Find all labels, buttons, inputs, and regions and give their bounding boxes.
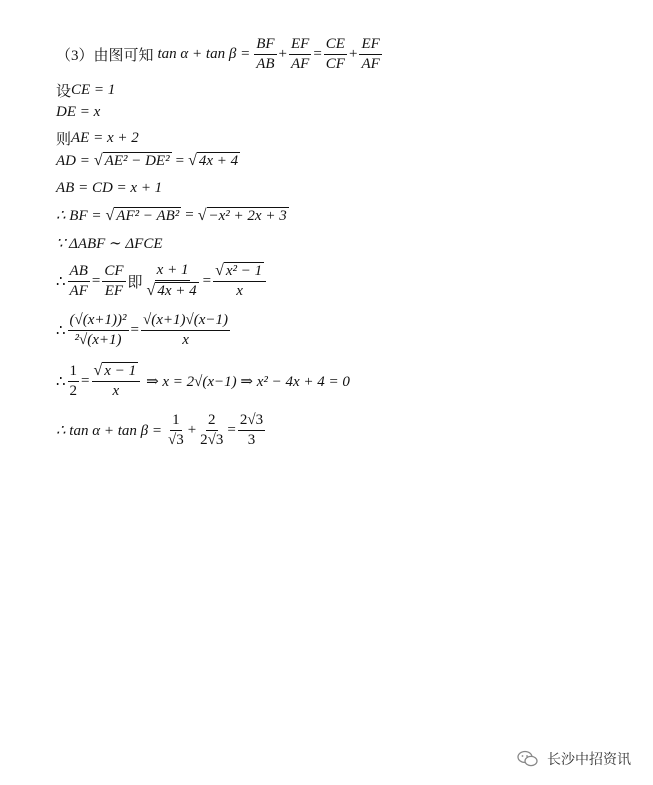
part-label: （3）由图可知 (56, 48, 154, 64)
fraction-sqrt-x2-1: √ x² − 1 x (213, 262, 266, 300)
solution-line-12 (56, 412, 267, 449)
fraction-one-half: $\frac{1}{2}$ (69, 362, 78, 399)
fraction-2-over-2sqrt3: $\frac{2}{2√3}$ (200, 412, 224, 448)
fraction-product-over-x: $\frac{√(x+1)√(x-1)}{x}$ (143, 312, 229, 348)
fraction-bf-ab: $\frac{BF}{AB}$ (256, 36, 275, 72)
ae-expr: AE = x + 2 (71, 130, 139, 146)
fraction-x1-sqrt: x + 1 √ 4x + 4 (146, 262, 197, 299)
solution-line-1: （3）由图可知 tan α + tan β = $\frac{BF}{AB}$ + $\frac{EF}{AF}$ = $\frac{CE}{CF}$ + $\frac{EF}{AF}$ (56, 36, 380, 72)
fraction-ef-af-2: $\frac{EF}{AF}$ (361, 36, 380, 72)
solution-line-2 (56, 80, 115, 101)
solution-line-8 (56, 234, 163, 253)
implication-chain: ⇒ x = 2√(x−1) ⇒ x² − 4x + 4 = 0 (146, 373, 350, 390)
then-word: 则 (56, 132, 72, 148)
fraction-sqrt-x-1-over-x: √ x − 1 x (92, 362, 141, 400)
fraction-1-over-sqrt3: $\frac{1}{√3}$ (167, 412, 184, 448)
fraction-sqrt-squared: $\frac{\text{(√(x+1))²}}{\text{²√(x+1)}}$ (69, 312, 127, 348)
namely-word: 即 (127, 274, 143, 291)
ce-equals-1: CE = 1 (71, 82, 116, 98)
sqrt-4x-4: √ 4x + 4 (188, 152, 239, 169)
tan-sum-final-lhs: ∴ tan α + tan β = (56, 423, 162, 439)
solution-line-7 (56, 206, 289, 225)
sqrt-af-ab: √ AF² − AB² (105, 206, 180, 224)
solution-line-6 (56, 180, 162, 197)
solution-line-3 (56, 104, 100, 121)
fraction-ab-af: $\frac{AB}{AF}$ (69, 262, 88, 299)
therefore-sign: ∴ (56, 273, 66, 290)
similar-triangles: ∵ ΔABF ∼ ΔFCE (56, 236, 163, 252)
fraction-ce-cf: $\frac{CE}{CF}$ (325, 36, 345, 72)
equals-sign: = (185, 207, 194, 223)
fraction-ef-af: $\frac{EF}{AF}$ (291, 36, 310, 72)
sqrt-ae-de: √ AE² − DE² (93, 152, 170, 169)
plus-sign: + (187, 422, 197, 438)
fraction-cf-ef: $\frac{CF}{EF}$ (104, 262, 124, 299)
solution-line-5 (56, 152, 240, 170)
solution-line-10 (56, 312, 232, 349)
equals-sign: = (227, 422, 236, 438)
ab-cd-expr: AB = CD = x + 1 (56, 180, 163, 196)
bf-lhs: ∴ BF = (56, 208, 102, 224)
equals-sign: = (175, 152, 185, 169)
watermark-text: 长沙中招资讯 (547, 752, 631, 768)
solution-line-11 (56, 362, 350, 400)
wechat-icon (517, 750, 539, 768)
let-word: 设 (56, 84, 72, 100)
ad-lhs: AD = (56, 152, 90, 169)
tan-sum-lhs: tan α + tan β = (157, 46, 251, 62)
watermark (517, 749, 631, 769)
fraction-final-answer: $\frac{2√3}{3}$ (239, 412, 264, 448)
therefore-sign: ∴ (56, 373, 66, 390)
equals-sign-2: = (202, 272, 212, 289)
solution-line-4 (56, 128, 139, 149)
equals-sign: = (81, 372, 90, 389)
equals-sign: = (130, 322, 140, 338)
sqrt-quadratic: √ −x² + 2x + 3 (197, 206, 287, 224)
solution-line-9 (56, 262, 268, 300)
de-equals-x: DE = x (56, 104, 101, 120)
equals-sign: = (91, 272, 101, 289)
therefore-sign: ∴ (56, 323, 66, 339)
